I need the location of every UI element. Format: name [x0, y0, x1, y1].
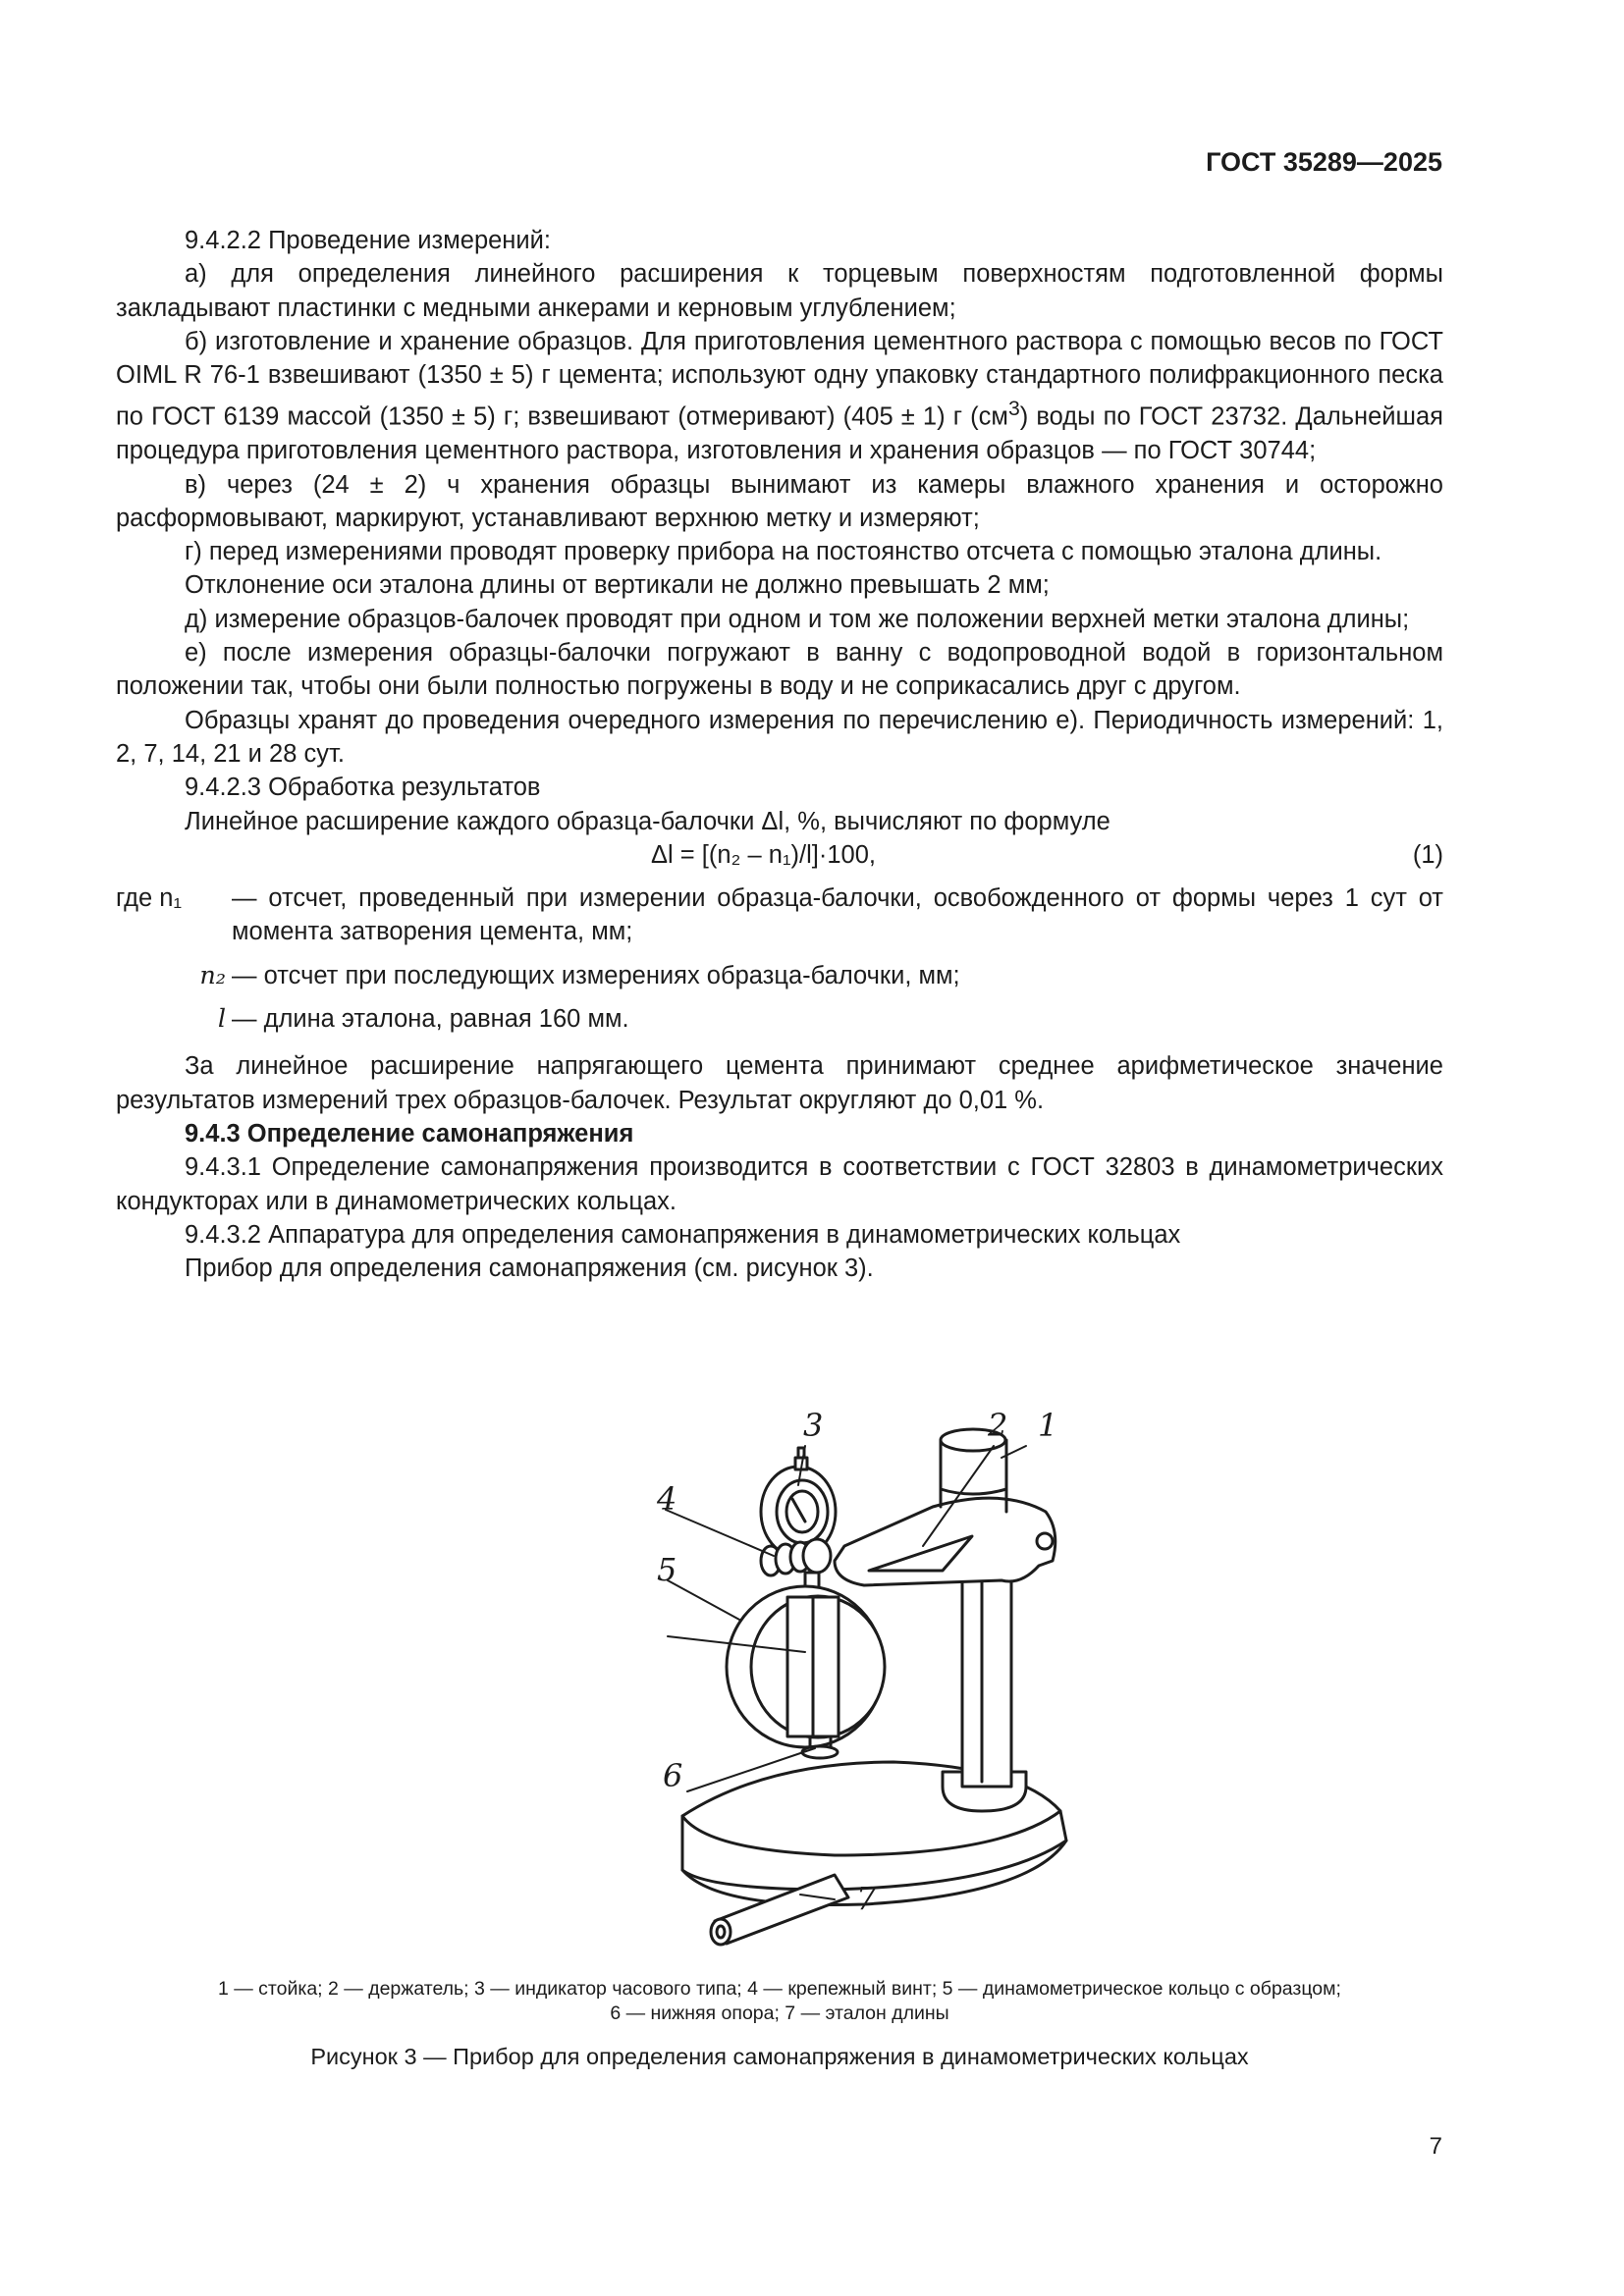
legend-line: 1 — стойка; 2 — держатель; 3 — индикатор часового типа; 4 — крепежный винт; 5 — динамометрическое кольцо с образцом;	[218, 1978, 1341, 2000]
label-3: 3	[803, 1407, 824, 1444]
label-1: 1	[1038, 1407, 1058, 1444]
section-heading: 9.4.3 Определение самонапряжения	[185, 1119, 634, 1148]
device-figure	[511, 1379, 1119, 1949]
paragraph: 9.4.2.2 Проведение измерений:	[185, 227, 551, 254]
dynamometric-ring	[727, 1586, 885, 1747]
label-7: 7	[856, 1880, 877, 1917]
page-number: 7	[1429, 2133, 1442, 2160]
paragraph-part: б) изготовление и хранение образцов. Для приготовления цементного раствора с помощью весов по ГОСТ OIML R 76-1 взвешивают (1350 ± 5) г цемента; используют одну упаковку стандартного полифракционного песка по ГОСТ 6139 массой (1350 ± 5) г; взвешивают (отмеривают) (405 ± 1) г (см	[116, 327, 1443, 431]
clamp-screw	[761, 1539, 831, 1590]
label-5: 5	[657, 1551, 677, 1588]
label-2: 2	[988, 1407, 1008, 1444]
formula: Δl = [(n₂ – n₁)/l]·100,	[651, 840, 877, 869]
formula-number: (1)	[1412, 840, 1443, 869]
paragraph: 9.4.3.2 Аппаратура для определения самонапряжения в динамометрических кольцах	[185, 1220, 1181, 1249]
where-item	[116, 1002, 1443, 1036]
paragraph: г) перед измерениями проводят проверку прибора на постоянство отсчета с помощью эталона длины.	[185, 538, 1382, 566]
where-definition: — длина эталона, равная 160 мм.	[232, 1005, 629, 1034]
where-symbol: l	[217, 1004, 226, 1035]
paragraph: а) для определения линейного расширения к торцевым поверхностям подготовленной формы закладывают пластинки с медными анкерами и керновым углублением;	[116, 260, 1443, 322]
paragraph: За линейное расширение напрягающего цемента принимают среднее арифметическое значение результатов измерений трех образцов-балочек. Результат округляют до 0,01 %.	[116, 1052, 1443, 1114]
where-definition: — отсчет, проведенный при измерении образца-балочки, освобожденного от формы через 1 сут от момента затворения цемента, мм;	[232, 884, 1443, 946]
figure-legend	[116, 1977, 1443, 2026]
standard-designation: ГОСТ 35289—2025	[1206, 147, 1442, 177]
formula-row	[116, 838, 1443, 872]
paragraph: Линейное расширение каждого образца-балочки Δl, %, вычисляют по формуле	[185, 807, 1110, 835]
paragraph: Прибор для определения самонапряжения (см. рисунок 3).	[185, 1255, 874, 1283]
paragraph-part: ) воды по ГОСТ 23732. Дальнейшая процедура приготовления цементного раствора, изготовления и хранения образцов — по ГОСТ 30744;	[116, 402, 1443, 465]
label-4: 4	[657, 1480, 677, 1518]
paragraph: е) после измерения образцы-балочки погружают в ванну с водопроводной водой в горизонтальном положении так, чтобы они были полностью погружены в воду и не соприкасались друг с другом.	[116, 639, 1443, 701]
where-item	[116, 881, 1443, 949]
figure-title: Рисунок 3 — Прибор для определения самонапряжения в динамометрических кольцах	[310, 2044, 1249, 2069]
paragraph	[116, 325, 1443, 468]
body-text	[116, 224, 1443, 1285]
superscript: 3	[1007, 397, 1020, 421]
column	[943, 1551, 1026, 1811]
paragraph: Отклонение оси эталона длины от вертикали не должно превышать 2 мм;	[185, 571, 1050, 600]
holder-arm	[835, 1429, 1056, 1585]
paragraph: в) через (24 ± 2) ч хранения образцы вынимают из камеры влажного хранения и осторожно расформовывают, маркируют, устанавливают верхнюю метку и измеряют;	[116, 470, 1443, 532]
where-symbol: где n₁	[116, 884, 183, 913]
where-definition: — отсчет при последующих измерениях образца-балочки, мм;	[232, 961, 960, 989]
where-symbol: n₂	[199, 960, 226, 990]
paragraph: 9.4.3.1 Определение самонапряжения производится в соответствии с ГОСТ 32803 в динамометрических кондукторах или в динамометрических кольцах.	[116, 1153, 1443, 1215]
where-item	[116, 959, 1443, 992]
legend-line: 6 — нижняя опора; 7 — эталон длины	[610, 2002, 949, 2024]
paragraph: д) измерение образцов-балочек проводят при одном и том же положении верхней метки эталона длины;	[185, 605, 1410, 633]
label-6: 6	[663, 1757, 683, 1794]
paragraph: Образцы хранят до проведения очередного измерения по перечислению е). Периодичность измерений: 1, 2, 7, 14, 21 и 28 сут.	[116, 706, 1443, 768]
section-heading: 9.4.2.3 Обработка результатов	[185, 774, 541, 802]
